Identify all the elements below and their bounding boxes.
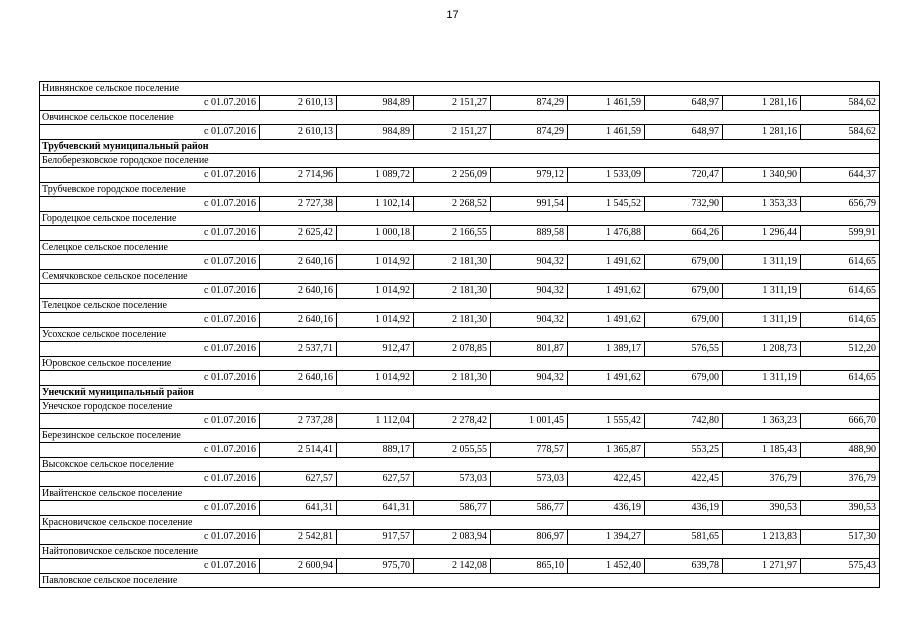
settlement-row — [40, 487, 880, 501]
table-row — [40, 125, 880, 140]
date-cell: с 01.07.2016 — [40, 96, 260, 111]
table-row — [40, 197, 880, 212]
settlement-row — [40, 328, 880, 342]
value-cell: 1 311,19 — [723, 371, 801, 386]
value-cell: 614,65 — [801, 284, 880, 299]
value-cell: 666,70 — [801, 414, 880, 429]
value-cell: 742,80 — [645, 414, 723, 429]
tariff-table — [39, 81, 880, 588]
settlement-row — [40, 516, 880, 530]
value-cell: 732,90 — [645, 197, 723, 212]
settlement-name: Нивнянское сельское поселение — [40, 82, 880, 96]
value-cell: 2 600,94 — [260, 559, 337, 574]
value-cell: 1 533,09 — [568, 168, 645, 183]
date-cell: с 01.07.2016 — [40, 501, 260, 516]
value-cell: 889,58 — [491, 226, 568, 241]
date-cell: с 01.07.2016 — [40, 371, 260, 386]
settlement-row — [40, 545, 880, 559]
settlement-name: Высокское сельское поселение — [40, 458, 880, 472]
value-cell: 679,00 — [645, 313, 723, 328]
value-cell: 806,97 — [491, 530, 568, 545]
value-cell: 679,00 — [645, 255, 723, 270]
value-cell: 975,70 — [337, 559, 414, 574]
table-row — [40, 559, 880, 574]
value-cell: 1 311,19 — [723, 313, 801, 328]
settlement-name: Семячковское сельское поселение — [40, 270, 880, 284]
table-row — [40, 313, 880, 328]
date-cell: с 01.07.2016 — [40, 472, 260, 487]
value-cell: 1 476,88 — [568, 226, 645, 241]
date-cell: с 01.07.2016 — [40, 559, 260, 574]
table-row — [40, 255, 880, 270]
value-cell: 584,62 — [801, 96, 880, 111]
value-cell: 644,37 — [801, 168, 880, 183]
value-cell: 1 545,52 — [568, 197, 645, 212]
date-cell: с 01.07.2016 — [40, 125, 260, 140]
value-cell: 641,31 — [337, 501, 414, 516]
value-cell: 436,19 — [568, 501, 645, 516]
value-cell: 2 514,41 — [260, 443, 337, 458]
settlement-row — [40, 429, 880, 443]
value-cell: 2 083,94 — [414, 530, 491, 545]
settlement-name: Юровское сельское поселение — [40, 357, 880, 371]
value-cell: 2 151,27 — [414, 96, 491, 111]
settlement-name: Павловское сельское поселение — [40, 574, 880, 588]
value-cell: 1 491,62 — [568, 255, 645, 270]
date-cell: с 01.07.2016 — [40, 226, 260, 241]
value-cell: 553,25 — [645, 443, 723, 458]
settlement-name: Ивайтенское сельское поселение — [40, 487, 880, 501]
value-cell: 2 737,28 — [260, 414, 337, 429]
value-cell: 904,32 — [491, 284, 568, 299]
value-cell: 1 208,73 — [723, 342, 801, 357]
value-cell: 889,17 — [337, 443, 414, 458]
value-cell: 904,32 — [491, 255, 568, 270]
settlement-name: Березинское сельское поселение — [40, 429, 880, 443]
value-cell: 1 281,16 — [723, 125, 801, 140]
value-cell: 1 365,87 — [568, 443, 645, 458]
table-body — [40, 82, 880, 588]
date-cell: с 01.07.2016 — [40, 255, 260, 270]
value-cell: 801,87 — [491, 342, 568, 357]
settlement-name: Красновичское сельское поселение — [40, 516, 880, 530]
settlement-row — [40, 154, 880, 168]
value-cell: 2 142,08 — [414, 559, 491, 574]
value-cell: 778,57 — [491, 443, 568, 458]
value-cell: 2 151,27 — [414, 125, 491, 140]
district-name: Трубчевский муниципальный район — [40, 140, 880, 154]
value-cell: 2 181,30 — [414, 313, 491, 328]
value-cell: 2 078,85 — [414, 342, 491, 357]
value-cell: 865,10 — [491, 559, 568, 574]
settlement-row — [40, 241, 880, 255]
value-cell: 2 640,16 — [260, 313, 337, 328]
settlement-name: Трубчевское городское поселение — [40, 183, 880, 197]
value-cell: 1 394,27 — [568, 530, 645, 545]
table-row — [40, 472, 880, 487]
date-cell: с 01.07.2016 — [40, 168, 260, 183]
value-cell: 1 340,90 — [723, 168, 801, 183]
value-cell: 1 555,42 — [568, 414, 645, 429]
value-cell: 2 640,16 — [260, 371, 337, 386]
value-cell: 2 542,81 — [260, 530, 337, 545]
value-cell: 1 001,45 — [491, 414, 568, 429]
table-row — [40, 414, 880, 429]
date-cell: с 01.07.2016 — [40, 530, 260, 545]
value-cell: 512,20 — [801, 342, 880, 357]
value-cell: 1 014,92 — [337, 313, 414, 328]
value-cell: 904,32 — [491, 313, 568, 328]
date-cell: с 01.07.2016 — [40, 284, 260, 299]
value-cell: 390,53 — [723, 501, 801, 516]
value-cell: 1 296,44 — [723, 226, 801, 241]
value-cell: 1 491,62 — [568, 313, 645, 328]
value-cell: 614,65 — [801, 371, 880, 386]
value-cell: 984,89 — [337, 96, 414, 111]
date-cell: с 01.07.2016 — [40, 313, 260, 328]
value-cell: 1 491,62 — [568, 284, 645, 299]
value-cell: 648,97 — [645, 125, 723, 140]
value-cell: 2 727,38 — [260, 197, 337, 212]
value-cell: 979,12 — [491, 168, 568, 183]
value-cell: 1 491,62 — [568, 371, 645, 386]
settlement-row — [40, 458, 880, 472]
value-cell: 2 278,42 — [414, 414, 491, 429]
value-cell: 376,79 — [723, 472, 801, 487]
settlement-name: Городецкое сельское поселение — [40, 212, 880, 226]
value-cell: 575,43 — [801, 559, 880, 574]
value-cell: 1 014,92 — [337, 255, 414, 270]
value-cell: 1 014,92 — [337, 284, 414, 299]
value-cell: 2 610,13 — [260, 96, 337, 111]
value-cell: 584,62 — [801, 125, 880, 140]
value-cell: 1 102,14 — [337, 197, 414, 212]
value-cell: 2 268,52 — [414, 197, 491, 212]
value-cell: 2 625,42 — [260, 226, 337, 241]
settlement-row — [40, 82, 880, 96]
value-cell: 2 166,55 — [414, 226, 491, 241]
value-cell: 376,79 — [801, 472, 880, 487]
value-cell: 576,55 — [645, 342, 723, 357]
table-row — [40, 443, 880, 458]
value-cell: 2 610,13 — [260, 125, 337, 140]
page-number: 17 — [446, 9, 459, 21]
table-row — [40, 168, 880, 183]
value-cell: 436,19 — [645, 501, 723, 516]
settlement-row — [40, 299, 880, 313]
value-cell: 488,90 — [801, 443, 880, 458]
value-cell: 1 461,59 — [568, 125, 645, 140]
value-cell: 614,65 — [801, 255, 880, 270]
settlement-name: Овчинское сельское поселение — [40, 111, 880, 125]
value-cell: 1 389,17 — [568, 342, 645, 357]
date-cell: с 01.07.2016 — [40, 443, 260, 458]
settlement-row — [40, 357, 880, 371]
value-cell: 648,97 — [645, 96, 723, 111]
value-cell: 991,54 — [491, 197, 568, 212]
value-cell: 2 181,30 — [414, 284, 491, 299]
table-row — [40, 226, 880, 241]
settlement-row — [40, 212, 880, 226]
value-cell: 422,45 — [568, 472, 645, 487]
date-cell: с 01.07.2016 — [40, 197, 260, 212]
district-name: Унечский муниципальный район — [40, 386, 880, 400]
value-cell: 1 213,83 — [723, 530, 801, 545]
value-cell: 984,89 — [337, 125, 414, 140]
value-cell: 874,29 — [491, 125, 568, 140]
value-cell: 586,77 — [414, 501, 491, 516]
value-cell: 1 089,72 — [337, 168, 414, 183]
date-cell: с 01.07.2016 — [40, 342, 260, 357]
value-cell: 2 256,09 — [414, 168, 491, 183]
table-row — [40, 501, 880, 516]
settlement-name: Усохское сельское поселение — [40, 328, 880, 342]
value-cell: 2 181,30 — [414, 371, 491, 386]
value-cell: 904,32 — [491, 371, 568, 386]
value-cell: 2 537,71 — [260, 342, 337, 357]
settlement-name: Найтоповичское сельское поселение — [40, 545, 880, 559]
value-cell: 1 311,19 — [723, 284, 801, 299]
settlement-name: Унечское городское поселение — [40, 400, 880, 414]
value-cell: 599,91 — [801, 226, 880, 241]
settlement-row — [40, 111, 880, 125]
value-cell: 1 311,19 — [723, 255, 801, 270]
value-cell: 586,77 — [491, 501, 568, 516]
settlement-name: Селецкое сельское поселение — [40, 241, 880, 255]
value-cell: 639,78 — [645, 559, 723, 574]
value-cell: 627,57 — [260, 472, 337, 487]
value-cell: 1 461,59 — [568, 96, 645, 111]
value-cell: 1 452,40 — [568, 559, 645, 574]
value-cell: 422,45 — [645, 472, 723, 487]
value-cell: 656,79 — [801, 197, 880, 212]
value-cell: 614,65 — [801, 313, 880, 328]
value-cell: 1 363,23 — [723, 414, 801, 429]
settlement-name: Белоберезковское городское поселение — [40, 154, 880, 168]
value-cell: 390,53 — [801, 501, 880, 516]
table-row — [40, 342, 880, 357]
value-cell: 1 281,16 — [723, 96, 801, 111]
district-header-row — [40, 386, 880, 400]
value-cell: 517,30 — [801, 530, 880, 545]
value-cell: 1 000,18 — [337, 226, 414, 241]
value-cell: 679,00 — [645, 284, 723, 299]
settlement-row — [40, 183, 880, 197]
table-row — [40, 371, 880, 386]
settlement-row — [40, 574, 880, 588]
table-row — [40, 284, 880, 299]
value-cell: 1 112,04 — [337, 414, 414, 429]
value-cell: 627,57 — [337, 472, 414, 487]
value-cell: 2 181,30 — [414, 255, 491, 270]
value-cell: 917,57 — [337, 530, 414, 545]
value-cell: 720,47 — [645, 168, 723, 183]
settlement-row — [40, 400, 880, 414]
value-cell: 1 014,92 — [337, 371, 414, 386]
value-cell: 679,00 — [645, 371, 723, 386]
date-cell: с 01.07.2016 — [40, 414, 260, 429]
settlement-row — [40, 270, 880, 284]
value-cell: 1 271,97 — [723, 559, 801, 574]
value-cell: 2 055,55 — [414, 443, 491, 458]
table-row — [40, 96, 880, 111]
settlement-name: Телецкое сельское поселение — [40, 299, 880, 313]
value-cell: 581,65 — [645, 530, 723, 545]
value-cell: 2 714,96 — [260, 168, 337, 183]
value-cell: 641,31 — [260, 501, 337, 516]
table-row — [40, 530, 880, 545]
district-header-row — [40, 140, 880, 154]
value-cell: 2 640,16 — [260, 284, 337, 299]
value-cell: 664,26 — [645, 226, 723, 241]
value-cell: 1 353,33 — [723, 197, 801, 212]
value-cell: 2 640,16 — [260, 255, 337, 270]
value-cell: 573,03 — [491, 472, 568, 487]
value-cell: 912,47 — [337, 342, 414, 357]
value-cell: 874,29 — [491, 96, 568, 111]
value-cell: 573,03 — [414, 472, 491, 487]
value-cell: 1 185,43 — [723, 443, 801, 458]
